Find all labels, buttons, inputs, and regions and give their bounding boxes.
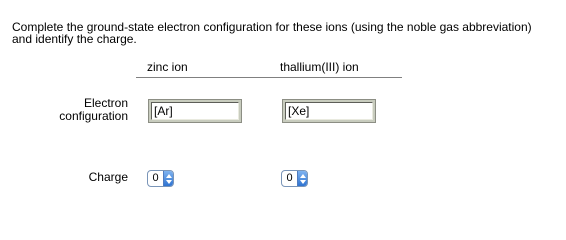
instructions-line-2: and identify the charge. (12, 32, 137, 46)
arrow-down-icon (300, 180, 306, 184)
zinc-charge-value: 0 (152, 172, 159, 184)
electron-label-line-1: Electron (83, 96, 128, 110)
thallium-config-input[interactable]: [Xe] (285, 102, 373, 120)
zinc-config-input[interactable]: [Ar] (151, 102, 239, 120)
up-down-arrows-icon[interactable] (163, 171, 173, 186)
arrow-down-icon (166, 180, 172, 184)
zinc-charge-select[interactable] (147, 170, 174, 187)
thallium-config-field[interactable] (282, 99, 376, 123)
arrow-up-icon (300, 174, 306, 178)
header-divider (136, 77, 402, 78)
instructions-text (12, 21, 562, 45)
thallium-charge-value: 0 (286, 172, 293, 184)
arrow-up-icon (166, 174, 172, 178)
thallium-charge-select[interactable] (281, 170, 308, 187)
zinc-config-field[interactable] (148, 99, 242, 123)
charge-label: Charge (88, 170, 128, 184)
column-header-thallium: thallium(III) ion (280, 60, 359, 74)
up-down-arrows-icon[interactable] (297, 171, 307, 186)
instructions-line-1: Complete the ground-state electron configuration for these ions (using the noble gas abbreviation) (12, 20, 532, 34)
column-header-zinc: zinc ion (147, 60, 188, 74)
electron-configuration-label (59, 97, 128, 123)
electron-label-line-2: configuration (59, 109, 128, 123)
